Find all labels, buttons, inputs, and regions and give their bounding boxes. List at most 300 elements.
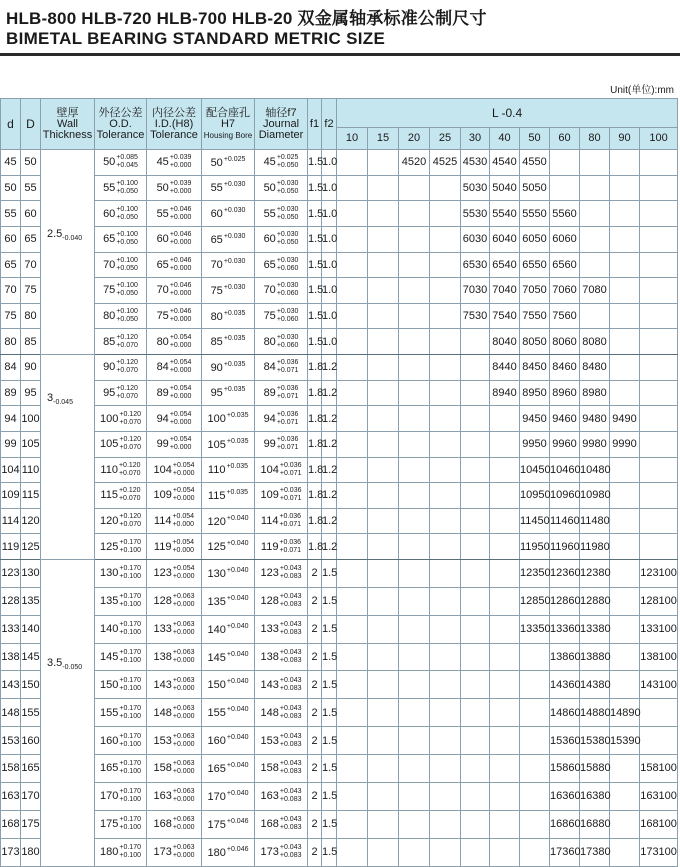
cell-length-15 bbox=[368, 483, 399, 509]
cell-f1: 2 bbox=[308, 643, 322, 671]
upper-deviation: +0.063 bbox=[172, 760, 195, 768]
tolerance-value bbox=[154, 677, 195, 693]
tolerance-range bbox=[280, 760, 302, 776]
upper-deviation: +0.036 bbox=[279, 461, 302, 469]
nominal: 138 bbox=[260, 651, 279, 663]
tolerance-range bbox=[173, 816, 195, 832]
lower-deviation: +0.050 bbox=[276, 213, 299, 221]
upper-deviation: +0.046 bbox=[169, 308, 192, 316]
upper-deviation: +0.054 bbox=[169, 333, 192, 341]
tolerance-range bbox=[277, 308, 299, 324]
header-hb-en1: H7 bbox=[220, 117, 236, 130]
upper-deviation: +0.063 bbox=[172, 788, 195, 796]
tolerance-range bbox=[280, 565, 302, 581]
nominal: 175 bbox=[100, 818, 119, 831]
cell-f1: 1.5 bbox=[308, 252, 322, 278]
tolerance-range bbox=[280, 733, 302, 749]
nominal: 50 bbox=[263, 181, 276, 194]
cell-id-tolerance bbox=[147, 380, 202, 406]
cell-f2: 1.2 bbox=[322, 380, 337, 406]
cell-f2: 1.5 bbox=[322, 727, 337, 755]
cell-length-40 bbox=[490, 534, 520, 560]
cell-length-80: 15380 bbox=[580, 727, 610, 755]
nominal: 158 bbox=[260, 762, 279, 775]
tolerance-value bbox=[264, 206, 299, 222]
cell-length-25: 4525 bbox=[430, 150, 461, 176]
upper-deviation: +0.046 bbox=[169, 231, 192, 239]
upper-deviation: +0.046 bbox=[226, 817, 249, 825]
tolerance-value bbox=[103, 180, 138, 196]
cell-length-40 bbox=[490, 587, 520, 615]
page-title-en: BIMETAL BEARING STANDARD METRIC SIZE bbox=[6, 29, 386, 48]
wall-value: 3.5 bbox=[47, 657, 63, 669]
cell-d: 148 bbox=[1, 699, 21, 727]
tolerance-range bbox=[170, 385, 192, 401]
cell-length-20 bbox=[399, 508, 430, 534]
cell-length-60: 5560 bbox=[550, 201, 580, 227]
cell-length-80: 9480 bbox=[580, 406, 610, 432]
unit-label: Unit(单位):mm bbox=[610, 85, 674, 96]
cell-d: 70 bbox=[1, 278, 21, 304]
cell-D: 90 bbox=[21, 355, 41, 381]
lower-deviation: +0.083 bbox=[279, 796, 302, 804]
cell-length-100: 158100 bbox=[640, 755, 678, 783]
upper-deviation: +0.040 bbox=[226, 706, 249, 714]
upper-deviation: +0.036 bbox=[276, 436, 299, 444]
cell-od-tolerance bbox=[95, 329, 147, 355]
upper-deviation: +0.036 bbox=[279, 538, 302, 546]
cell-d: 133 bbox=[1, 615, 21, 643]
cell-f2: 1.2 bbox=[322, 534, 337, 560]
lower-deviation: +0.100 bbox=[119, 629, 141, 637]
table-row bbox=[1, 406, 678, 432]
cell-length-80: 15880 bbox=[580, 755, 610, 783]
tolerance-value bbox=[103, 282, 138, 298]
tolerance-value bbox=[154, 539, 194, 555]
wall-tolerance: -0.050 bbox=[62, 664, 83, 672]
header-jd-en2: Diameter bbox=[258, 128, 304, 141]
header-wall-cn: 壁厚 bbox=[56, 106, 79, 119]
lower-deviation: +0.050 bbox=[116, 187, 138, 195]
tolerance-range bbox=[277, 154, 299, 170]
cell-length-30 bbox=[461, 615, 490, 643]
cell-journal-diameter bbox=[255, 201, 308, 227]
cell-id-tolerance bbox=[147, 782, 202, 810]
tolerance-value bbox=[103, 231, 138, 247]
cell-length-90 bbox=[610, 587, 640, 615]
cell-length-80: 13880 bbox=[580, 643, 610, 671]
lower-deviation: +0.060 bbox=[276, 290, 299, 298]
cell-od-tolerance bbox=[95, 755, 147, 783]
cell-f2: 1.5 bbox=[322, 782, 337, 810]
tolerance-range bbox=[170, 206, 192, 222]
upper-deviation: +0.100 bbox=[116, 282, 138, 290]
header-id-cn: 内径公差 bbox=[152, 106, 196, 119]
nominal: 70 bbox=[156, 284, 169, 297]
nominal: 70 bbox=[263, 284, 276, 297]
cell-length-50: 8450 bbox=[520, 355, 550, 381]
header-wall-en1: Wall bbox=[57, 117, 78, 130]
lower-deviation: +0.000 bbox=[169, 392, 192, 400]
nominal: 155 bbox=[207, 707, 226, 720]
cell-length-40 bbox=[490, 727, 520, 755]
cell-f2: 1.5 bbox=[322, 810, 337, 838]
lower-deviation: +0.000 bbox=[169, 367, 192, 375]
tolerance-range bbox=[280, 844, 302, 860]
nominal: 128 bbox=[153, 595, 172, 608]
cell-length-90 bbox=[610, 560, 640, 588]
nominal: 168 bbox=[153, 818, 172, 831]
cell-housing-bore bbox=[202, 329, 255, 355]
upper-deviation: +0.030 bbox=[276, 179, 299, 187]
cell-length-25 bbox=[430, 587, 461, 615]
cell-length-50: 10950 bbox=[520, 483, 550, 509]
upper-deviation: +0.040 bbox=[226, 622, 249, 630]
table-row bbox=[1, 175, 678, 201]
cell-journal-diameter bbox=[255, 838, 308, 866]
cell-f1: 2 bbox=[308, 755, 322, 783]
header-length-100: 100 bbox=[640, 128, 678, 150]
cell-id-tolerance bbox=[147, 483, 202, 509]
cell-id-tolerance bbox=[147, 838, 202, 866]
cell-id-tolerance bbox=[147, 150, 202, 176]
tolerance-range bbox=[173, 462, 195, 478]
cell-length-50: 12850 bbox=[520, 587, 550, 615]
nominal: 180 bbox=[100, 846, 119, 859]
cell-length-40 bbox=[490, 406, 520, 432]
upper-deviation: +0.035 bbox=[223, 360, 246, 368]
nominal: 75 bbox=[263, 310, 276, 323]
tolerance-range bbox=[119, 436, 141, 452]
lower-deviation: +0.100 bbox=[119, 740, 141, 748]
cell-length-15 bbox=[368, 355, 399, 381]
cell-length-80: 14380 bbox=[580, 671, 610, 699]
header-length-20: 20 bbox=[399, 128, 430, 150]
header-wall-thickness bbox=[41, 99, 95, 150]
wall-value: 2.5 bbox=[47, 228, 63, 240]
cell-length-10 bbox=[337, 699, 368, 727]
upper-deviation: +0.170 bbox=[119, 732, 141, 740]
tolerance-value bbox=[261, 816, 302, 832]
tolerance-range bbox=[170, 308, 192, 324]
table-row bbox=[1, 201, 678, 227]
header-d: d bbox=[1, 99, 21, 150]
cell-length-25 bbox=[430, 380, 461, 406]
lower-deviation: +0.070 bbox=[119, 418, 141, 426]
tolerance-range bbox=[277, 436, 299, 452]
cell-length-20 bbox=[399, 727, 430, 755]
cell-length-15 bbox=[368, 587, 399, 615]
cell-length-90: 14890 bbox=[610, 699, 640, 727]
cell-od-tolerance bbox=[95, 355, 147, 381]
tolerance-range bbox=[170, 359, 192, 375]
cell-length-50 bbox=[520, 699, 550, 727]
cell-f2: 1.5 bbox=[322, 587, 337, 615]
cell-length-80 bbox=[580, 175, 610, 201]
cell-f2: 1.0 bbox=[322, 201, 337, 227]
nominal: 105 bbox=[100, 438, 119, 451]
cell-length-25 bbox=[430, 508, 461, 534]
cell-f1: 1.5 bbox=[308, 278, 322, 304]
cell-od-tolerance bbox=[95, 727, 147, 755]
cell-length-100 bbox=[640, 303, 678, 329]
nominal: 75 bbox=[156, 310, 169, 323]
tolerance-range bbox=[170, 334, 192, 350]
tolerance-value bbox=[261, 539, 301, 555]
tolerance-value bbox=[103, 385, 138, 401]
tolerance-range bbox=[173, 487, 195, 503]
cell-f2: 1.0 bbox=[322, 329, 337, 355]
header-jd-cn: 轴径f7 bbox=[265, 106, 297, 119]
lower-deviation: +0.070 bbox=[119, 444, 141, 452]
cell-D: 110 bbox=[21, 457, 41, 483]
upper-deviation: +0.170 bbox=[119, 816, 141, 824]
upper-deviation: +0.036 bbox=[279, 513, 302, 521]
upper-deviation: +0.120 bbox=[116, 359, 138, 367]
cell-length-40 bbox=[490, 615, 520, 643]
cell-id-tolerance bbox=[147, 303, 202, 329]
cell-D: 55 bbox=[21, 175, 41, 201]
cell-f1: 1.8 bbox=[308, 355, 322, 381]
upper-deviation: +0.043 bbox=[279, 704, 302, 712]
tolerance-value bbox=[261, 593, 302, 609]
cell-D: 80 bbox=[21, 303, 41, 329]
tolerance-range bbox=[277, 257, 299, 273]
cell-length-20 bbox=[399, 810, 430, 838]
cell-d: 138 bbox=[1, 643, 21, 671]
nominal: 120 bbox=[100, 515, 119, 528]
tolerance-range bbox=[280, 649, 302, 665]
upper-deviation: +0.046 bbox=[169, 205, 192, 213]
nominal: 135 bbox=[207, 595, 226, 608]
cell-length-90: 9990 bbox=[610, 431, 640, 457]
lower-deviation: +0.070 bbox=[116, 392, 138, 400]
nominal: 50 bbox=[103, 156, 116, 169]
tolerance-value bbox=[103, 206, 138, 222]
table-row bbox=[1, 380, 678, 406]
cell-length-100 bbox=[640, 380, 678, 406]
tolerance-range bbox=[116, 282, 138, 298]
cell-length-20 bbox=[399, 406, 430, 432]
header-length-40: 40 bbox=[490, 128, 520, 150]
cell-length-10 bbox=[337, 226, 368, 252]
upper-deviation: +0.170 bbox=[119, 593, 141, 601]
tolerance-range bbox=[119, 565, 141, 581]
tolerance-range bbox=[116, 308, 138, 324]
header-length-30: 30 bbox=[461, 128, 490, 150]
cell-length-80: 8480 bbox=[580, 355, 610, 381]
cell-length-30 bbox=[461, 782, 490, 810]
tolerance-range bbox=[116, 154, 138, 170]
cell-D: 115 bbox=[21, 483, 41, 509]
tolerance-value bbox=[154, 733, 195, 749]
nominal: 163 bbox=[153, 790, 172, 803]
tolerance-value bbox=[157, 231, 192, 247]
tolerance-value bbox=[154, 513, 194, 529]
cell-length-60: 14860 bbox=[550, 699, 580, 727]
cell-length-100 bbox=[640, 175, 678, 201]
cell-od-tolerance bbox=[95, 534, 147, 560]
cell-length-20 bbox=[399, 483, 430, 509]
cell-length-40 bbox=[490, 431, 520, 457]
cell-housing-bore bbox=[202, 457, 255, 483]
cell-wall-thickness bbox=[41, 150, 95, 355]
tolerance-value bbox=[157, 257, 192, 273]
table-row bbox=[1, 615, 678, 643]
cell-journal-diameter bbox=[255, 380, 308, 406]
nominal: 65 bbox=[103, 233, 116, 246]
cell-length-50: 7050 bbox=[520, 278, 550, 304]
table-row bbox=[1, 838, 678, 866]
cell-length-15 bbox=[368, 380, 399, 406]
cell-length-25 bbox=[430, 782, 461, 810]
tolerance-range bbox=[119, 760, 141, 776]
cell-length-100: 168100 bbox=[640, 810, 678, 838]
cell-f1: 1.5 bbox=[308, 329, 322, 355]
tolerance-value bbox=[264, 385, 299, 401]
cell-D: 140 bbox=[21, 615, 41, 643]
cell-D: 100 bbox=[21, 406, 41, 432]
cell-od-tolerance bbox=[95, 201, 147, 227]
table-row bbox=[1, 483, 678, 509]
tolerance-range bbox=[173, 705, 195, 721]
lower-deviation: +0.000 bbox=[172, 796, 195, 804]
upper-deviation: +0.170 bbox=[119, 788, 141, 796]
upper-deviation: +0.120 bbox=[119, 410, 141, 418]
cell-length-90 bbox=[610, 175, 640, 201]
cell-length-50: 5050 bbox=[520, 175, 550, 201]
table-row bbox=[1, 303, 678, 329]
table-row bbox=[1, 226, 678, 252]
cell-length-20 bbox=[399, 431, 430, 457]
table-row bbox=[1, 278, 678, 304]
lower-deviation: +0.000 bbox=[169, 418, 192, 426]
cell-length-15 bbox=[368, 278, 399, 304]
tolerance-range bbox=[173, 733, 195, 749]
upper-deviation: +0.040 bbox=[226, 761, 249, 769]
cell-length-40 bbox=[490, 671, 520, 699]
tolerance-value bbox=[261, 621, 302, 637]
nominal: 109 bbox=[260, 489, 279, 502]
header-length-80: 80 bbox=[580, 128, 610, 150]
nominal: 90 bbox=[103, 361, 116, 374]
cell-od-tolerance bbox=[95, 782, 147, 810]
lower-deviation: +0.000 bbox=[169, 239, 192, 247]
cell-length-15 bbox=[368, 175, 399, 201]
lower-deviation: +0.050 bbox=[276, 162, 299, 170]
cell-length-80: 9980 bbox=[580, 431, 610, 457]
cell-length-90 bbox=[610, 457, 640, 483]
cell-journal-diameter bbox=[255, 587, 308, 615]
nominal: 170 bbox=[207, 790, 226, 803]
cell-length-25 bbox=[430, 329, 461, 355]
cell-journal-diameter bbox=[255, 534, 308, 560]
cell-length-90: 15390 bbox=[610, 727, 640, 755]
cell-length-80: 17380 bbox=[580, 838, 610, 866]
cell-length-20 bbox=[399, 175, 430, 201]
cell-length-30 bbox=[461, 406, 490, 432]
cell-length-30 bbox=[461, 587, 490, 615]
cell-length-50: 8950 bbox=[520, 380, 550, 406]
cell-length-15 bbox=[368, 406, 399, 432]
cell-wall-thickness bbox=[41, 560, 95, 867]
cell-id-tolerance bbox=[147, 534, 202, 560]
table-row bbox=[1, 699, 678, 727]
nominal: 100 bbox=[207, 413, 226, 426]
cell-length-30 bbox=[461, 755, 490, 783]
upper-deviation: +0.030 bbox=[223, 181, 246, 189]
tolerance-value bbox=[103, 334, 138, 350]
cell-journal-diameter bbox=[255, 671, 308, 699]
cell-od-tolerance bbox=[95, 560, 147, 588]
cell-length-25 bbox=[430, 534, 461, 560]
cell-f2: 1.5 bbox=[322, 643, 337, 671]
tolerance-range bbox=[280, 705, 302, 721]
lower-deviation: +0.083 bbox=[279, 657, 302, 664]
upper-deviation: +0.043 bbox=[279, 788, 302, 796]
cell-housing-bore bbox=[202, 615, 255, 643]
cell-length-50: 8050 bbox=[520, 329, 550, 355]
cell-length-60: 10960 bbox=[550, 483, 580, 509]
cell-length-100: 173100 bbox=[640, 838, 678, 866]
upper-deviation: +0.043 bbox=[279, 760, 302, 768]
cell-length-30 bbox=[461, 380, 490, 406]
cell-length-30: 5030 bbox=[461, 175, 490, 201]
cell-length-50 bbox=[520, 727, 550, 755]
cell-d: 158 bbox=[1, 755, 21, 783]
cell-length-15 bbox=[368, 810, 399, 838]
cell-length-25 bbox=[430, 699, 461, 727]
nominal: 89 bbox=[156, 386, 169, 399]
cell-length-100: 138100 bbox=[640, 643, 678, 671]
tolerance-value bbox=[100, 705, 141, 721]
cell-f2: 1.0 bbox=[322, 175, 337, 201]
cell-length-100 bbox=[640, 226, 678, 252]
cell-housing-bore bbox=[202, 175, 255, 201]
cell-length-20 bbox=[399, 534, 430, 560]
nominal: 140 bbox=[100, 623, 119, 636]
cell-length-25 bbox=[430, 406, 461, 432]
upper-deviation: +0.054 bbox=[169, 436, 192, 444]
lower-deviation: +0.070 bbox=[118, 469, 141, 477]
nominal: 148 bbox=[260, 706, 279, 719]
cell-od-tolerance bbox=[95, 508, 147, 534]
nominal: 123 bbox=[153, 567, 172, 580]
tolerance-value bbox=[264, 231, 299, 247]
cell-journal-diameter bbox=[255, 329, 308, 355]
nominal: 85 bbox=[210, 336, 223, 349]
cell-length-20 bbox=[399, 699, 430, 727]
nominal: 115 bbox=[100, 489, 118, 502]
cell-length-80: 13380 bbox=[580, 615, 610, 643]
cell-length-10 bbox=[337, 431, 368, 457]
cell-length-30: 4530 bbox=[461, 150, 490, 176]
tolerance-value bbox=[157, 385, 192, 401]
tolerance-range bbox=[116, 206, 138, 222]
cell-f2: 1.5 bbox=[322, 560, 337, 588]
lower-deviation: +0.000 bbox=[172, 521, 195, 529]
nominal: 153 bbox=[153, 734, 172, 747]
tolerance-value bbox=[100, 677, 141, 693]
cell-housing-bore bbox=[202, 727, 255, 755]
nominal: 84 bbox=[156, 361, 169, 374]
tolerance-value bbox=[157, 436, 192, 452]
cell-d: 163 bbox=[1, 782, 21, 810]
cell-length-100 bbox=[640, 201, 678, 227]
cell-length-10 bbox=[337, 615, 368, 643]
nominal: 65 bbox=[156, 258, 169, 271]
cell-length-50: 10450 bbox=[520, 457, 550, 483]
